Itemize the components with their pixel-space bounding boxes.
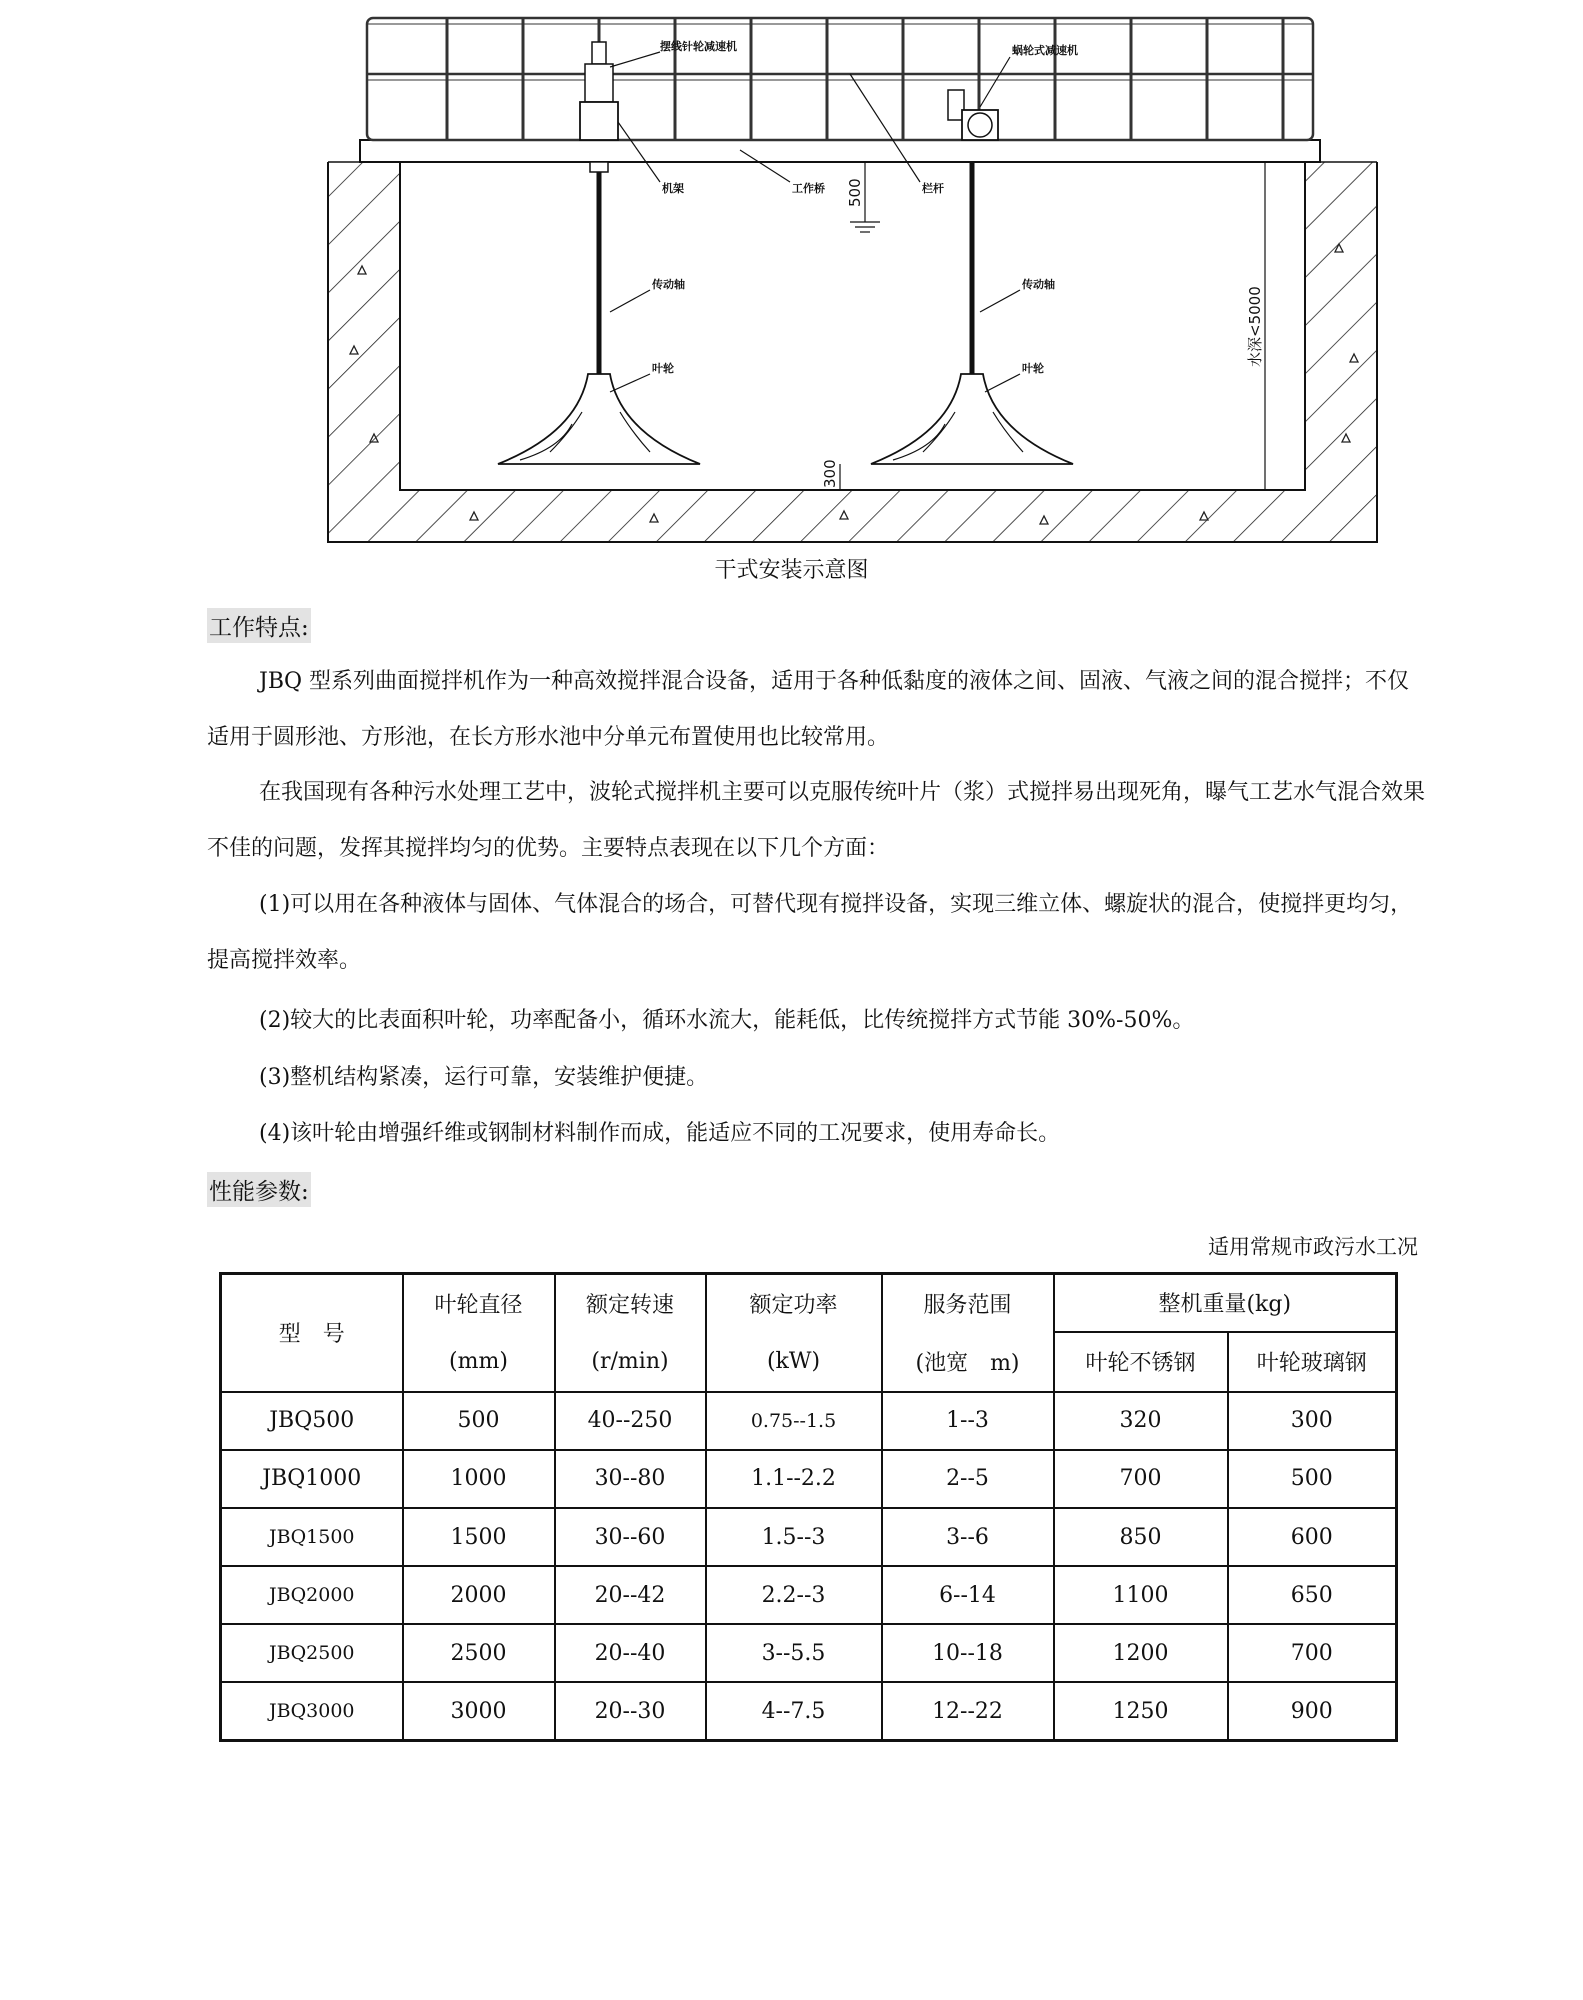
params-note: 适用常规市政污水工况 <box>1208 1235 1418 1259</box>
label-reducer-right: 蜗轮式减速机 <box>1012 44 1078 57</box>
cell-diameter: 1000 <box>403 1450 555 1508</box>
params-title: 性能参数: <box>207 1172 311 1207</box>
header-power-unit: (kW) <box>706 1332 882 1392</box>
table-row <box>221 1566 1397 1624</box>
cell-range: 10--18 <box>882 1624 1054 1682</box>
cell-weight-ss: 1250 <box>1054 1682 1228 1740</box>
cell-power: 2.2--3 <box>706 1566 882 1624</box>
cell-diameter: 3000 <box>403 1682 555 1740</box>
features-paragraph-1: JBQ 型系列曲面搅拌机作为一种高效搅拌混合设备，适用于各种低黏度的液体之间、固液、气液之间的混合搅拌；不仅适用于圆形池、方形池，在长方形水池中分单元布置使用也比较常用。 <box>207 669 1410 750</box>
diagram-caption: 干式安装示意图 <box>714 558 869 583</box>
cell-range: 3--6 <box>882 1508 1054 1566</box>
header-speed: 额定转速 <box>555 1274 706 1332</box>
cell-weight-ss: 1200 <box>1054 1624 1228 1682</box>
header-diameter-unit: (mm) <box>403 1332 555 1392</box>
cell-diameter: 2500 <box>403 1624 555 1682</box>
cell-power: 4--7.5 <box>706 1682 882 1740</box>
cell-range: 6--14 <box>882 1566 1054 1624</box>
cell-speed: 30--60 <box>555 1508 706 1566</box>
cell-diameter: 2000 <box>403 1566 555 1624</box>
header-diameter: 叶轮直径 <box>403 1274 555 1332</box>
label-impeller-left: 叶轮 <box>652 362 674 375</box>
cell-weight-frp: 650 <box>1228 1566 1397 1624</box>
header-range: 服务范围 <box>882 1274 1054 1332</box>
cell-range: 12--22 <box>882 1682 1054 1740</box>
cell-speed: 40--250 <box>555 1392 706 1450</box>
table-header-row-1 <box>221 1274 1397 1332</box>
label-reducer-left: 摆线针轮减速机 <box>660 40 737 53</box>
label-railing: 栏杆 <box>922 182 944 195</box>
table-row <box>221 1392 1397 1450</box>
cell-weight-ss: 850 <box>1054 1508 1228 1566</box>
header-speed-unit: (r/min) <box>555 1332 706 1392</box>
cell-weight-ss: 700 <box>1054 1450 1228 1508</box>
table-row <box>221 1624 1397 1682</box>
label-frame: 机架 <box>662 182 684 195</box>
cell-range: 2--5 <box>882 1450 1054 1508</box>
dim-300: 300 <box>821 459 839 488</box>
railing <box>367 18 1313 140</box>
features-paragraph-3: (1)可以用在各种液体与固体、气体混合的场合，可替代现有搅拌设备，实现三维立体、螺旋状的混合，使搅拌更均匀，提高搅拌效率。 <box>207 892 1413 973</box>
feature-item-4: (4)该叶轮由增强纤维或钢制材料制作而成，能适应不同的工况要求，使用寿命长。 <box>259 1121 1061 1146</box>
params-table <box>219 1272 1398 1742</box>
cell-power: 1.1--2.2 <box>706 1450 882 1508</box>
cell-model: JBQ1000 <box>221 1450 403 1508</box>
cell-weight-frp: 600 <box>1228 1508 1397 1566</box>
header-weight-frp: 叶轮玻璃钢 <box>1228 1332 1397 1392</box>
cell-diameter: 500 <box>403 1392 555 1450</box>
label-shaft-left: 传动轴 <box>652 278 685 291</box>
cell-weight-frp: 500 <box>1228 1450 1397 1508</box>
table-row <box>221 1450 1397 1508</box>
header-weight: 整机重量(kg) <box>1054 1274 1397 1332</box>
dim-depth: 水深<5000 <box>1246 286 1264 367</box>
cell-model: JBQ1500 <box>221 1508 403 1566</box>
cell-model: JBQ3000 <box>221 1682 403 1740</box>
label-impeller-right: 叶轮 <box>1022 362 1044 375</box>
cell-speed: 30--80 <box>555 1450 706 1508</box>
features-paragraph-2: 在我国现有各种污水处理工艺中，波轮式搅拌机主要可以克服传统叶片（浆）式搅拌易出现死角，曝气工艺水气混合效果不佳的问题，发挥其搅拌均匀的优势。主要特点表现在以下几个方面： <box>207 780 1426 861</box>
header-range-unit: (池宽 m) <box>882 1332 1054 1392</box>
cell-weight-frp: 300 <box>1228 1392 1397 1450</box>
cell-speed: 20--42 <box>555 1566 706 1624</box>
table-row <box>221 1682 1397 1740</box>
label-bridge: 工作桥 <box>792 182 825 195</box>
label-shaft-right: 传动轴 <box>1022 278 1055 291</box>
cell-power: 0.75--1.5 <box>706 1392 882 1450</box>
cell-speed: 20--40 <box>555 1624 706 1682</box>
cell-speed: 20--30 <box>555 1682 706 1740</box>
cell-model: JBQ500 <box>221 1392 403 1450</box>
table-row <box>221 1508 1397 1566</box>
cell-weight-ss: 1100 <box>1054 1566 1228 1624</box>
header-power: 额定功率 <box>706 1274 882 1332</box>
cell-weight-frp: 700 <box>1228 1624 1397 1682</box>
feature-item-3: (3)整机结构紧凑，运行可靠，安装维护便捷。 <box>259 1065 709 1090</box>
cell-power: 1.5--3 <box>706 1508 882 1566</box>
cell-power: 3--5.5 <box>706 1624 882 1682</box>
cell-diameter: 1500 <box>403 1508 555 1566</box>
dim-500: 500 <box>846 178 864 207</box>
cell-weight-frp: 900 <box>1228 1682 1397 1740</box>
features-title: 工作特点: <box>207 608 311 643</box>
feature-item-2: (2)较大的比表面积叶轮，功率配备小，循环水流大，能耗低，比传统搅拌方式节能 30%-50%。 <box>259 1008 1195 1033</box>
header-weight-ss: 叶轮不锈钢 <box>1054 1332 1228 1392</box>
header-model: 型 号 <box>221 1274 403 1392</box>
tank-structure <box>328 162 1377 542</box>
installation-diagram <box>320 12 1380 547</box>
cell-weight-ss: 320 <box>1054 1392 1228 1450</box>
working-bridge <box>360 140 1320 162</box>
cell-model: JBQ2000 <box>221 1566 403 1624</box>
cell-range: 1--3 <box>882 1392 1054 1450</box>
cell-model: JBQ2500 <box>221 1624 403 1682</box>
